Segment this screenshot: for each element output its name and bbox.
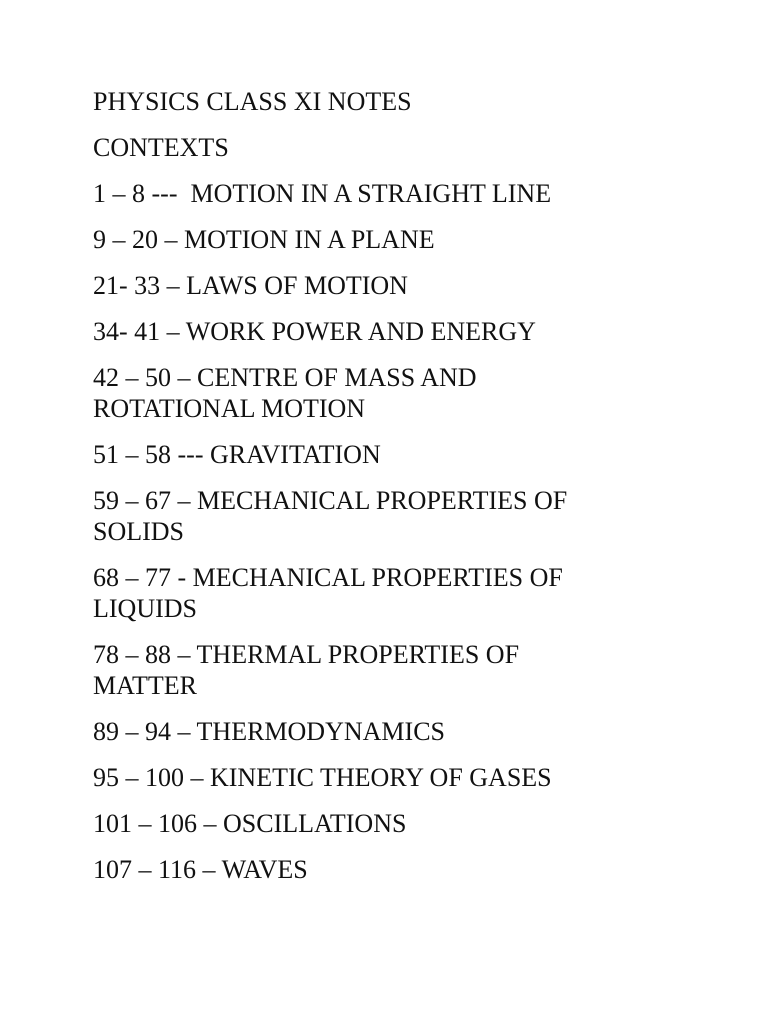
toc-entry: 21- 33 – LAWS OF MOTION — [93, 271, 408, 300]
toc-entry: 1 – 8 --- MOTION IN A STRAIGHT LINE — [93, 179, 552, 208]
document-page — [93, 86, 713, 900]
toc-entry: 42 – 50 – CENTRE OF MASS AND ROTATIONAL MOTION — [93, 363, 477, 423]
toc-entry: 34- 41 – WORK POWER AND ENERGY — [93, 317, 536, 346]
toc-entry: 51 – 58 --- GRAVITATION — [93, 440, 381, 469]
toc-entry: 78 – 88 – THERMAL PROPERTIES OF MATTER — [93, 640, 520, 700]
toc-entry: 89 – 94 – THERMODYNAMICS — [93, 717, 445, 746]
toc-entry: 59 – 67 – MECHANICAL PROPERTIES OF SOLIDS — [93, 486, 568, 546]
toc-entry: 95 – 100 – KINETIC THEORY OF GASES — [93, 763, 552, 792]
toc-entry: 107 – 116 – WAVES — [93, 855, 308, 884]
toc-entry: 9 – 20 – MOTION IN A PLANE — [93, 225, 435, 254]
toc-entry: 68 – 77 - MECHANICAL PROPERTIES OF LIQUIDS — [93, 563, 563, 623]
contents-heading: CONTEXTS — [93, 133, 229, 162]
document-title: PHYSICS CLASS XI NOTES — [93, 87, 412, 116]
toc-entry: 101 – 106 – OSCILLATIONS — [93, 809, 407, 838]
